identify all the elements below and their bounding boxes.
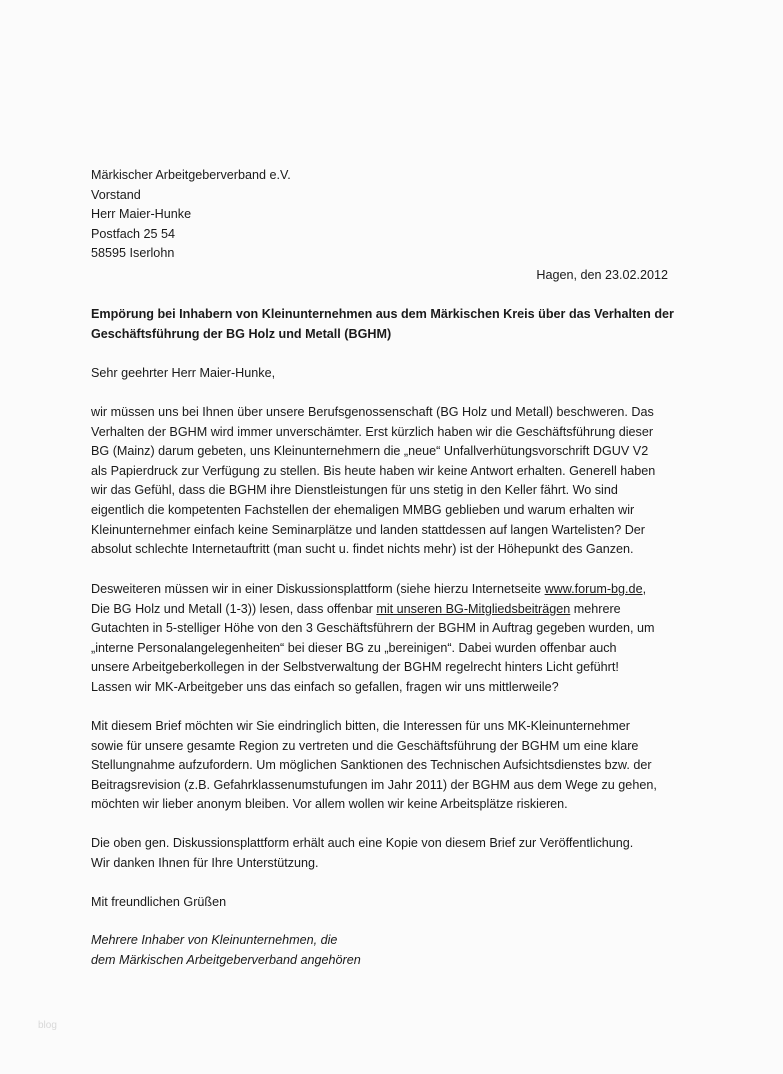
- text-line: Kleinunternehmer einfach keine Seminarplätze und landen stattdessen auf langen Wartelisten? Der: [91, 522, 645, 537]
- text-line: Verhalten der BGHM wird immer unverschämter. Erst kürzlich haben wir die Geschäftsführung dieser: [91, 424, 654, 439]
- text-line: Stellungnahme aufzufordern. Um möglichen Sanktionen des Technischen Aufsichtsdienstes bzw. der: [91, 758, 652, 773]
- text-line: absolut schlechte Internetauftritt (man sucht u. findet nichts mehr) ist der Höhepunkt des Ganzen.: [91, 542, 634, 557]
- paragraph-1: [91, 403, 655, 560]
- text-line: möchten wir lieber anonym bleiben. Vor allem wollen wir keine Arbeitsplätze riskieren.: [91, 797, 568, 812]
- forum-link[interactable]: www.forum-bg.de: [544, 582, 643, 596]
- subject-text: Empörung bei Inhabern von Kleinunternehmen aus dem Märkischen Kreis über das Verhalten der: [91, 307, 674, 321]
- subject-text: Geschäftsführung der BG Holz und Metall (BGHM): [91, 326, 392, 341]
- text-line: [91, 580, 655, 600]
- recipient-address: [91, 166, 291, 264]
- address-line: Vorstand: [91, 187, 141, 202]
- text-segment: mehrere: [570, 601, 621, 616]
- subject-line: [91, 305, 674, 344]
- underlined-text: mit unseren BG-Mitgliedsbeiträgen: [376, 601, 571, 616]
- paragraph-4: [91, 834, 633, 873]
- text-line: Die oben gen. Diskussionsplattform erhält auch eine Kopie von diesem Brief zur Veröffentlichung.: [91, 836, 634, 850]
- text-segment: Die BG Holz und Metall (1-3)) lesen, dass offenbar: [91, 601, 377, 616]
- text-line: wir das Gefühl, dass die BGHM ihre Dienstleistungen für uns stetig in den Keller fährt. Wo sind: [91, 483, 618, 498]
- paragraph-3: [91, 717, 657, 815]
- address-line: Herr Maier-Hunke: [91, 207, 192, 222]
- signature-line: Mehrere Inhaber von Kleinunternehmen, die: [91, 933, 338, 947]
- text-line: sowie für unsere gesamte Region zu vertreten und die Geschäftsführung der BGHM um eine klare: [91, 738, 639, 753]
- letter-date: Hagen, den 23.02.2012: [536, 268, 668, 282]
- text-segment: ,: [642, 582, 647, 596]
- text-line: BG (Mainz) darum gebeten, uns Kleinunternehmern die „neue“ Unfallverhütungsvorschrift DGUV V2: [91, 444, 649, 459]
- text-line: [91, 600, 655, 620]
- address-line: 58595 Iserlohn: [91, 246, 175, 261]
- closing: Mit freundlichen Grüßen: [91, 895, 227, 909]
- text-line: Mit diesem Brief möchten wir Sie eindringlich bitten, die Interessen für uns MK-Kleinunternehmer: [91, 719, 630, 733]
- text-line: Gutachten in 5-stelliger Höhe von den 3 Geschäftsführern der BGHM in Auftrag gegeben wurden, um: [91, 621, 655, 636]
- text-line: Wir danken Ihnen für Ihre Unterstützung.: [91, 855, 319, 870]
- text-line: Beitragsrevision (z.B. Gefahrklassenumstufungen im Jahr 2011) der BGHM aus dem Wege zu gehen,: [91, 777, 657, 792]
- signature: [91, 931, 361, 970]
- text-line: Lassen wir MK-Arbeitgeber uns das einfach so gefallen, fragen wir uns mittlerweile?: [91, 679, 559, 694]
- salutation: Sehr geehrter Herr Maier-Hunke,: [91, 366, 276, 380]
- address-line: Postfach 25 54: [91, 226, 176, 241]
- text-line: unsere Arbeitgeberkollegen in der Selbstverwaltung der BGHM regelrecht hinters Licht geführt!: [91, 660, 619, 675]
- signature-line: dem Märkischen Arbeitgeberverband angehören: [91, 952, 361, 967]
- text-segment: Desweiteren müssen wir in einer Diskussionsplattform (siehe hierzu Internetseite: [91, 582, 545, 596]
- text-line: wir müssen uns bei Ihnen über unsere Berufsgenossenschaft (BG Holz und Metall) beschweren. Das: [91, 405, 654, 419]
- text-line: als Papierdruck zur Verfügung zu stellen. Bis heute haben wir keine Antwort erhalten. Generell haben: [91, 463, 656, 478]
- text-line: „interne Personalangelegenheiten“ bei dieser BG zu „bereinigen“. Dabei wurden offenbar auch: [91, 640, 617, 655]
- paragraph-2: [91, 580, 655, 698]
- text-line: eigentlich die kompetenten Fachstellen der ehemaligen MMBG geblieben und warum erhalten wir: [91, 502, 635, 517]
- watermark: blog: [38, 1020, 57, 1031]
- address-line: Märkischer Arbeitgeberverband e.V.: [91, 168, 291, 182]
